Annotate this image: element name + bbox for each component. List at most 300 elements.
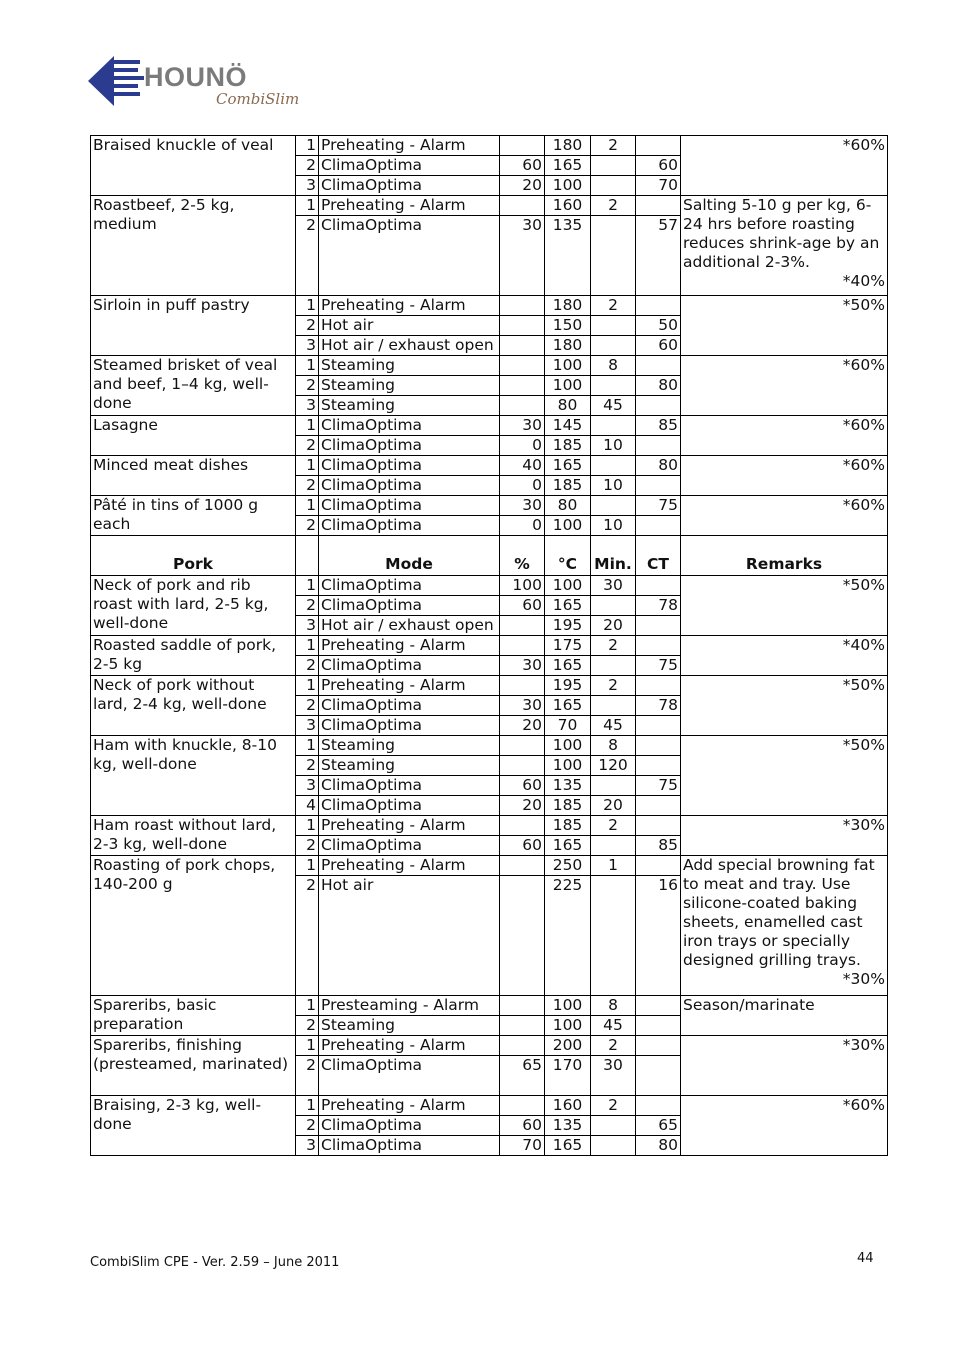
step-minutes bbox=[591, 376, 636, 396]
step-mode: ClimaOptima bbox=[319, 1136, 500, 1156]
step-core-temp: 16 bbox=[636, 876, 681, 996]
step-mode: Hot air bbox=[319, 316, 500, 336]
step-core-temp bbox=[636, 396, 681, 416]
step-core-temp bbox=[636, 996, 681, 1016]
step-mode: ClimaOptima bbox=[319, 456, 500, 476]
step-minutes: 20 bbox=[591, 616, 636, 636]
remark-line: *40% bbox=[842, 272, 885, 290]
table-row bbox=[91, 856, 888, 876]
step-mode: Presteaming - Alarm bbox=[319, 996, 500, 1016]
step-temperature: 165 bbox=[545, 456, 591, 476]
step-number: 1 bbox=[296, 856, 319, 876]
remark-line: Salting 5-10 g per kg, 6-24 hrs before roasting reduces shrink-age by an additional 2-3%. bbox=[683, 196, 880, 271]
step-core-temp: 80 bbox=[636, 376, 681, 396]
step-mode: ClimaOptima bbox=[319, 156, 500, 176]
step-temperature: 80 bbox=[545, 496, 591, 516]
step-core-temp bbox=[636, 436, 681, 456]
remark-line: *30% bbox=[842, 816, 885, 834]
step-mode: ClimaOptima bbox=[319, 176, 500, 196]
step-minutes: 30 bbox=[591, 576, 636, 596]
step-core-temp bbox=[636, 1036, 681, 1056]
step-core-temp: 50 bbox=[636, 316, 681, 336]
recipe-remarks bbox=[681, 576, 888, 636]
step-humidity bbox=[500, 756, 545, 776]
hounoe-logo bbox=[88, 54, 318, 114]
step-mode: ClimaOptima bbox=[319, 796, 500, 816]
step-humidity bbox=[500, 1016, 545, 1036]
step-number: 4 bbox=[296, 796, 319, 816]
recipe-name: Ham roast without lard, 2-3 kg, well-done bbox=[91, 816, 296, 856]
step-temperature: 135 bbox=[545, 776, 591, 796]
step-number: 1 bbox=[296, 576, 319, 596]
step-core-temp bbox=[636, 816, 681, 836]
step-temperature: 100 bbox=[545, 376, 591, 396]
step-minutes: 1 bbox=[591, 856, 636, 876]
step-number: 1 bbox=[296, 736, 319, 756]
recipe-remarks bbox=[681, 296, 888, 356]
table-row bbox=[91, 496, 888, 516]
step-minutes bbox=[591, 656, 636, 676]
step-minutes bbox=[591, 336, 636, 356]
step-mode: Steaming bbox=[319, 356, 500, 376]
remark-line: *40% bbox=[842, 636, 885, 654]
step-minutes: 45 bbox=[591, 396, 636, 416]
step-temperature: 100 bbox=[545, 996, 591, 1016]
step-minutes bbox=[591, 696, 636, 716]
step-mode: Steaming bbox=[319, 756, 500, 776]
header-mode: Mode bbox=[319, 536, 500, 576]
footer-text: CombiSlim CPE - Ver. 2.59 – June 2011 bbox=[90, 1255, 340, 1270]
recipe-remarks bbox=[681, 1036, 888, 1096]
step-mode: Preheating - Alarm bbox=[319, 296, 500, 316]
recipe-name: Roasting of pork chops, 140-200 g bbox=[91, 856, 296, 996]
step-number: 1 bbox=[296, 496, 319, 516]
step-minutes: 2 bbox=[591, 296, 636, 316]
step-humidity: 0 bbox=[500, 516, 545, 536]
remark-line: *60% bbox=[842, 1096, 885, 1114]
step-core-temp bbox=[636, 196, 681, 216]
step-minutes bbox=[591, 496, 636, 516]
recipe-name: Braising, 2-3 kg, well-done bbox=[91, 1096, 296, 1156]
step-number: 1 bbox=[296, 636, 319, 656]
step-core-temp bbox=[636, 136, 681, 156]
step-number: 1 bbox=[296, 996, 319, 1016]
step-humidity bbox=[500, 616, 545, 636]
step-number: 1 bbox=[296, 136, 319, 156]
recipe-name: Roastbeef, 2-5 kg, medium bbox=[91, 196, 296, 296]
step-mode: Steaming bbox=[319, 396, 500, 416]
step-mode: ClimaOptima bbox=[319, 216, 500, 296]
step-number: 2 bbox=[296, 316, 319, 336]
step-minutes bbox=[591, 156, 636, 176]
step-temperature: 100 bbox=[545, 1016, 591, 1036]
step-humidity: 20 bbox=[500, 176, 545, 196]
step-temperature: 100 bbox=[545, 576, 591, 596]
step-mode: ClimaOptima bbox=[319, 496, 500, 516]
step-mode: ClimaOptima bbox=[319, 836, 500, 856]
step-number: 1 bbox=[296, 456, 319, 476]
remark-line: *60% bbox=[842, 356, 885, 374]
step-number: 1 bbox=[296, 196, 319, 216]
step-core-temp bbox=[636, 716, 681, 736]
recipe-name: Spareribs, basic preparation bbox=[91, 996, 296, 1036]
step-humidity bbox=[500, 736, 545, 756]
step-humidity: 60 bbox=[500, 596, 545, 616]
step-humidity: 100 bbox=[500, 576, 545, 596]
step-minutes bbox=[591, 876, 636, 996]
recipe-name: Ham with knuckle, 8-10 kg, well-done bbox=[91, 736, 296, 816]
step-temperature: 195 bbox=[545, 616, 591, 636]
step-humidity: 0 bbox=[500, 476, 545, 496]
step-humidity bbox=[500, 316, 545, 336]
step-temperature: 200 bbox=[545, 1036, 591, 1056]
step-mode: ClimaOptima bbox=[319, 436, 500, 456]
step-core-temp bbox=[636, 296, 681, 316]
step-temperature: 225 bbox=[545, 876, 591, 996]
step-temperature: 100 bbox=[545, 756, 591, 776]
step-number: 2 bbox=[296, 656, 319, 676]
step-temperature: 180 bbox=[545, 136, 591, 156]
step-mode: ClimaOptima bbox=[319, 656, 500, 676]
step-mode: Preheating - Alarm bbox=[319, 1036, 500, 1056]
step-number: 2 bbox=[296, 876, 319, 996]
step-core-temp bbox=[636, 476, 681, 496]
step-humidity bbox=[500, 196, 545, 216]
step-minutes: 45 bbox=[591, 716, 636, 736]
pork-header-row bbox=[91, 536, 888, 576]
step-core-temp bbox=[636, 1056, 681, 1096]
page-number: 44 bbox=[857, 1251, 874, 1266]
step-core-temp: 60 bbox=[636, 156, 681, 176]
step-core-temp bbox=[636, 356, 681, 376]
step-mode: Steaming bbox=[319, 376, 500, 396]
step-minutes bbox=[591, 176, 636, 196]
table-row bbox=[91, 196, 888, 216]
table-row bbox=[91, 636, 888, 656]
step-temperature: 145 bbox=[545, 416, 591, 436]
step-mode: ClimaOptima bbox=[319, 1056, 500, 1096]
step-humidity: 60 bbox=[500, 836, 545, 856]
logo-mark-icon bbox=[88, 54, 148, 110]
recipe-name: Minced meat dishes bbox=[91, 456, 296, 496]
step-temperature: 135 bbox=[545, 216, 591, 296]
step-core-temp bbox=[636, 676, 681, 696]
step-humidity bbox=[500, 1096, 545, 1116]
step-humidity: 30 bbox=[500, 496, 545, 516]
step-temperature: 185 bbox=[545, 436, 591, 456]
step-temperature: 170 bbox=[545, 1056, 591, 1096]
step-temperature: 70 bbox=[545, 716, 591, 736]
step-number: 2 bbox=[296, 1116, 319, 1136]
step-core-temp: 60 bbox=[636, 336, 681, 356]
step-mode: Hot air bbox=[319, 876, 500, 996]
step-core-temp bbox=[636, 636, 681, 656]
step-mode: ClimaOptima bbox=[319, 516, 500, 536]
remark-line: *30% bbox=[842, 970, 885, 988]
step-core-temp: 80 bbox=[636, 456, 681, 476]
remark-line: *60% bbox=[842, 496, 885, 514]
recipe-remarks bbox=[681, 676, 888, 736]
table-row bbox=[91, 356, 888, 376]
step-humidity: 20 bbox=[500, 716, 545, 736]
step-core-temp: 70 bbox=[636, 176, 681, 196]
step-number: 1 bbox=[296, 816, 319, 836]
step-humidity: 60 bbox=[500, 156, 545, 176]
step-temperature: 250 bbox=[545, 856, 591, 876]
step-number: 2 bbox=[296, 596, 319, 616]
step-minutes bbox=[591, 316, 636, 336]
step-minutes bbox=[591, 216, 636, 296]
header-pork: Pork bbox=[91, 536, 296, 576]
step-core-temp: 85 bbox=[636, 416, 681, 436]
step-number: 2 bbox=[296, 216, 319, 296]
step-core-temp: 75 bbox=[636, 656, 681, 676]
remark-line: Season/marinate bbox=[683, 996, 815, 1014]
step-mode: ClimaOptima bbox=[319, 716, 500, 736]
step-temperature: 150 bbox=[545, 316, 591, 336]
recipe-name: Sirloin in puff pastry bbox=[91, 296, 296, 356]
remark-line: *60% bbox=[842, 136, 885, 154]
step-core-temp bbox=[636, 1096, 681, 1116]
step-humidity bbox=[500, 336, 545, 356]
step-mode: Preheating - Alarm bbox=[319, 196, 500, 216]
step-core-temp bbox=[636, 516, 681, 536]
step-mode: Preheating - Alarm bbox=[319, 856, 500, 876]
logo-text: HOUNÖ bbox=[144, 62, 247, 92]
table-row bbox=[91, 996, 888, 1016]
header-temp: °C bbox=[545, 536, 591, 576]
step-core-temp bbox=[636, 616, 681, 636]
step-minutes: 120 bbox=[591, 756, 636, 776]
recipe-remarks bbox=[681, 416, 888, 456]
step-minutes: 8 bbox=[591, 736, 636, 756]
table-row bbox=[91, 576, 888, 596]
step-humidity bbox=[500, 876, 545, 996]
step-humidity: 60 bbox=[500, 776, 545, 796]
step-minutes: 2 bbox=[591, 636, 636, 656]
recipe-remarks bbox=[681, 196, 888, 296]
step-temperature: 185 bbox=[545, 476, 591, 496]
step-mode: Steaming bbox=[319, 1016, 500, 1036]
step-number: 1 bbox=[296, 296, 319, 316]
step-minutes: 8 bbox=[591, 356, 636, 376]
step-number: 3 bbox=[296, 1136, 319, 1156]
recipe-remarks bbox=[681, 636, 888, 676]
step-mode: Hot air / exhaust open bbox=[319, 336, 500, 356]
remark-line: *50% bbox=[842, 676, 885, 694]
recipe-name: Spareribs, finishing (presteamed, marinated) bbox=[91, 1036, 296, 1096]
step-temperature: 185 bbox=[545, 796, 591, 816]
step-number: 3 bbox=[296, 396, 319, 416]
step-number: 2 bbox=[296, 696, 319, 716]
step-core-temp: 65 bbox=[636, 1116, 681, 1136]
step-temperature: 135 bbox=[545, 1116, 591, 1136]
step-core-temp bbox=[636, 736, 681, 756]
step-core-temp: 85 bbox=[636, 836, 681, 856]
step-temperature: 165 bbox=[545, 836, 591, 856]
step-humidity bbox=[500, 816, 545, 836]
table-row bbox=[91, 1036, 888, 1056]
step-core-temp: 75 bbox=[636, 496, 681, 516]
table-row bbox=[91, 676, 888, 696]
step-temperature: 185 bbox=[545, 816, 591, 836]
step-minutes: 45 bbox=[591, 1016, 636, 1036]
step-number: 2 bbox=[296, 476, 319, 496]
step-mode: ClimaOptima bbox=[319, 476, 500, 496]
step-number: 2 bbox=[296, 156, 319, 176]
step-humidity: 30 bbox=[500, 656, 545, 676]
step-minutes: 10 bbox=[591, 436, 636, 456]
step-humidity bbox=[500, 356, 545, 376]
step-mode: Preheating - Alarm bbox=[319, 636, 500, 656]
step-minutes: 2 bbox=[591, 816, 636, 836]
step-core-temp: 78 bbox=[636, 696, 681, 716]
step-mode: ClimaOptima bbox=[319, 776, 500, 796]
step-core-temp bbox=[636, 796, 681, 816]
step-temperature: 195 bbox=[545, 676, 591, 696]
table-row bbox=[91, 296, 888, 316]
step-mode: ClimaOptima bbox=[319, 596, 500, 616]
recipe-name: Lasagne bbox=[91, 416, 296, 456]
step-mode: Preheating - Alarm bbox=[319, 676, 500, 696]
step-humidity: 40 bbox=[500, 456, 545, 476]
step-humidity bbox=[500, 676, 545, 696]
step-temperature: 100 bbox=[545, 736, 591, 756]
step-minutes bbox=[591, 836, 636, 856]
step-humidity: 70 bbox=[500, 1136, 545, 1156]
remark-line: *50% bbox=[842, 576, 885, 594]
remark-line: *50% bbox=[842, 736, 885, 754]
step-minutes: 2 bbox=[591, 196, 636, 216]
step-core-temp bbox=[636, 756, 681, 776]
step-humidity bbox=[500, 376, 545, 396]
recipe-name: Neck of pork and rib roast with lard, 2-5 kg, well-done bbox=[91, 576, 296, 636]
recipe-remarks bbox=[681, 356, 888, 416]
step-number: 1 bbox=[296, 356, 319, 376]
step-temperature: 165 bbox=[545, 596, 591, 616]
step-humidity bbox=[500, 636, 545, 656]
step-number: 2 bbox=[296, 516, 319, 536]
step-mode: ClimaOptima bbox=[319, 416, 500, 436]
remark-line: Add special browning fat to meat and tray. Use silicone-coated baking sheets, enamelled cast iron trays or specially designed grilling trays. bbox=[683, 856, 875, 969]
step-temperature: 165 bbox=[545, 656, 591, 676]
step-number: 2 bbox=[296, 1056, 319, 1096]
step-humidity: 30 bbox=[500, 216, 545, 296]
table-row bbox=[91, 736, 888, 756]
recipe-name: Braised knuckle of veal bbox=[91, 136, 296, 196]
step-core-temp bbox=[636, 576, 681, 596]
step-temperature: 160 bbox=[545, 196, 591, 216]
step-minutes: 30 bbox=[591, 1056, 636, 1096]
step-humidity: 30 bbox=[500, 416, 545, 436]
step-temperature: 165 bbox=[545, 156, 591, 176]
step-number: 2 bbox=[296, 836, 319, 856]
recipe-remarks bbox=[681, 856, 888, 996]
step-mode: ClimaOptima bbox=[319, 1116, 500, 1136]
step-minutes: 2 bbox=[591, 676, 636, 696]
step-humidity bbox=[500, 856, 545, 876]
step-number: 2 bbox=[296, 756, 319, 776]
step-temperature: 165 bbox=[545, 1136, 591, 1156]
logo-subtitle: CombiSlim bbox=[216, 90, 300, 108]
step-temperature: 100 bbox=[545, 356, 591, 376]
step-number: 3 bbox=[296, 716, 319, 736]
step-minutes: 10 bbox=[591, 476, 636, 496]
step-minutes bbox=[591, 1136, 636, 1156]
table-row bbox=[91, 136, 888, 156]
recipe-remarks bbox=[681, 136, 888, 196]
step-temperature: 100 bbox=[545, 176, 591, 196]
step-mode: Hot air / exhaust open bbox=[319, 616, 500, 636]
table-row bbox=[91, 416, 888, 436]
table-row bbox=[91, 456, 888, 476]
step-number: 1 bbox=[296, 1036, 319, 1056]
header-pct: % bbox=[500, 536, 545, 576]
recipe-name: Neck of pork without lard, 2-4 kg, well-done bbox=[91, 676, 296, 736]
step-core-temp bbox=[636, 856, 681, 876]
step-mode: ClimaOptima bbox=[319, 576, 500, 596]
remark-line: *60% bbox=[842, 456, 885, 474]
step-minutes: 10 bbox=[591, 516, 636, 536]
step-humidity: 65 bbox=[500, 1056, 545, 1096]
step-mode: Preheating - Alarm bbox=[319, 136, 500, 156]
step-number: 2 bbox=[296, 1016, 319, 1036]
step-temperature: 80 bbox=[545, 396, 591, 416]
step-minutes bbox=[591, 596, 636, 616]
recipe-remarks bbox=[681, 456, 888, 496]
step-number: 3 bbox=[296, 776, 319, 796]
step-humidity: 20 bbox=[500, 796, 545, 816]
step-number: 1 bbox=[296, 416, 319, 436]
recipe-remarks bbox=[681, 816, 888, 856]
step-temperature: 180 bbox=[545, 336, 591, 356]
step-number: 3 bbox=[296, 336, 319, 356]
step-humidity bbox=[500, 996, 545, 1016]
step-temperature: 175 bbox=[545, 636, 591, 656]
remark-line: *50% bbox=[842, 296, 885, 314]
step-mode: Steaming bbox=[319, 736, 500, 756]
step-core-temp: 78 bbox=[636, 596, 681, 616]
step-humidity bbox=[500, 396, 545, 416]
step-minutes: 2 bbox=[591, 136, 636, 156]
header-remarks: Remarks bbox=[681, 536, 888, 576]
step-number: 3 bbox=[296, 616, 319, 636]
step-minutes bbox=[591, 416, 636, 436]
table-row bbox=[91, 816, 888, 836]
step-minutes bbox=[591, 1116, 636, 1136]
step-number: 2 bbox=[296, 376, 319, 396]
step-minutes: 8 bbox=[591, 996, 636, 1016]
step-temperature: 165 bbox=[545, 696, 591, 716]
step-humidity: 60 bbox=[500, 1116, 545, 1136]
header-min: Min. bbox=[591, 536, 636, 576]
recipe-table bbox=[90, 135, 888, 1156]
table-row bbox=[91, 1096, 888, 1116]
step-mode: Preheating - Alarm bbox=[319, 1096, 500, 1116]
step-core-temp: 75 bbox=[636, 776, 681, 796]
recipe-name: Pâté in tins of 1000 g each bbox=[91, 496, 296, 536]
step-mode: Preheating - Alarm bbox=[319, 816, 500, 836]
recipe-remarks bbox=[681, 996, 888, 1036]
header-ct: CT bbox=[636, 536, 681, 576]
step-minutes bbox=[591, 776, 636, 796]
remark-line: *30% bbox=[842, 1036, 885, 1054]
recipe-remarks bbox=[681, 496, 888, 536]
step-number: 1 bbox=[296, 1096, 319, 1116]
recipe-name: Roasted saddle of pork, 2-5 kg bbox=[91, 636, 296, 676]
step-humidity bbox=[500, 1036, 545, 1056]
step-minutes: 2 bbox=[591, 1096, 636, 1116]
